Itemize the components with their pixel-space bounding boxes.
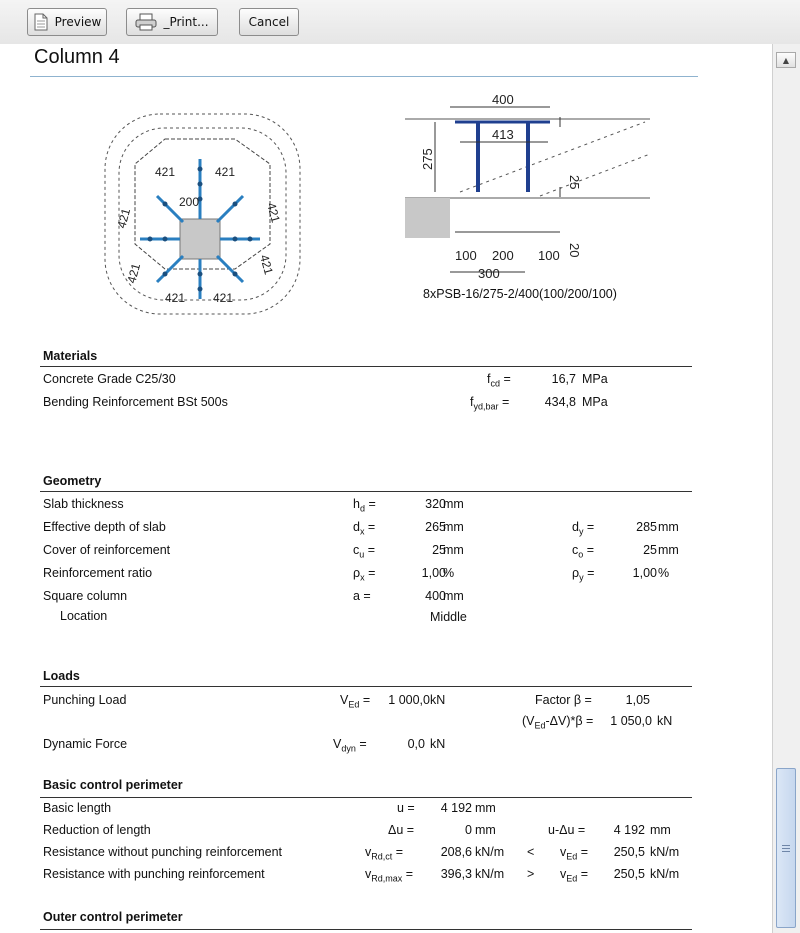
scroll-up-button[interactable] xyxy=(776,52,796,68)
plan-dim: 421 xyxy=(257,253,276,277)
row-symbol: u = xyxy=(397,801,415,815)
row-label: Basic length xyxy=(43,801,112,815)
row-symbol: a = xyxy=(353,589,371,603)
row-symbol-2: $\rho_y$ = xyxy=(572,566,595,583)
row-unit: kN/m xyxy=(475,867,505,881)
row-unit: mm xyxy=(475,801,496,815)
row-label: Reduction of length xyxy=(43,823,151,837)
dynamic-force-value: 0,0 xyxy=(407,737,425,751)
section-rule xyxy=(40,366,692,367)
row-value: 396,3 xyxy=(440,867,472,881)
factor-value: 1,05 xyxy=(625,693,650,707)
row-unit: mm xyxy=(443,520,464,534)
scrollbar-thumb[interactable] xyxy=(776,768,796,928)
row-symbol: $c_u$ = xyxy=(353,543,376,560)
toolbar xyxy=(0,0,800,45)
row-label: Concrete Grade C25/30 xyxy=(43,372,176,386)
row-symbol: Δu = xyxy=(388,823,415,837)
row-symbol: $f_{yd,bar}$ = xyxy=(470,395,510,412)
section-heading-perimeter: Basic control perimeter xyxy=(43,778,183,792)
cancel-button[interactable] xyxy=(239,8,299,36)
section-heading-geometry: Geometry xyxy=(43,474,102,488)
section-dim: 200 xyxy=(492,248,514,263)
column-section xyxy=(405,198,450,238)
row-symbol: $d_x$ = xyxy=(353,520,376,537)
row-value: 434,8 xyxy=(544,395,576,409)
row-label: Resistance with punching reinforcement xyxy=(43,867,265,881)
punching-plan-drawing xyxy=(95,104,310,324)
section-dim: 300 xyxy=(478,266,500,281)
row-symbol: $v_{Rd,max}$ = xyxy=(365,867,414,884)
row-label: Square column xyxy=(43,589,128,603)
cancel-label: Cancel xyxy=(248,15,290,29)
title-rule xyxy=(30,76,698,77)
report-document xyxy=(0,44,772,933)
row-label: Effective depth of slab xyxy=(43,520,166,534)
print-button[interactable] xyxy=(126,8,218,36)
row-unit-2: kN/m xyxy=(650,867,680,881)
section-dim: 100 xyxy=(538,248,560,263)
section-rule xyxy=(40,929,692,930)
section-heading-materials: Materials xyxy=(43,349,98,363)
row-value-2: 4 192 xyxy=(613,823,645,837)
row-label: Resistance without punching reinforcement xyxy=(43,845,283,859)
row-unit: % xyxy=(443,566,455,580)
row-unit-2: kN/m xyxy=(650,845,680,859)
dynamic-force-symbol: $V_{dyn}$ = xyxy=(333,737,367,754)
column-shape xyxy=(180,219,220,259)
row-value: 265 xyxy=(425,520,446,534)
punching-load-value: 1 000,0 xyxy=(388,693,430,707)
section-rule xyxy=(40,797,692,798)
row-symbol-2: u-Δu = xyxy=(548,823,586,837)
row-unit: mm xyxy=(443,543,464,557)
page-title: Column 4 xyxy=(34,46,120,68)
row-unit: mm xyxy=(443,589,464,603)
section-dim: 100 xyxy=(455,248,477,263)
row-value-2: 25 xyxy=(643,543,657,557)
row-value: 4 192 xyxy=(440,801,472,815)
row-value-2: 250,5 xyxy=(613,867,645,881)
section-dim: 20 xyxy=(567,243,582,258)
row-symbol: $f_{cd}$ = xyxy=(487,372,511,389)
row-symbol-2: $v_{Ed}$ = xyxy=(560,867,589,884)
section-dim: 400 xyxy=(492,92,514,107)
factor-label: Factor β = xyxy=(535,693,592,707)
section-dim: 413 xyxy=(492,127,514,142)
row-unit-2: mm xyxy=(650,823,671,837)
preview-button[interactable] xyxy=(27,8,107,36)
arrow-up-icon: ▲ xyxy=(782,55,790,65)
row-label: Bending Reinforcement BSt 500s xyxy=(43,395,228,409)
preview-label: Preview xyxy=(54,15,102,29)
row-label: Slab thickness xyxy=(43,497,124,511)
row-value-2: 285 xyxy=(636,520,657,534)
row-unit: mm xyxy=(475,823,496,837)
location-value: Middle xyxy=(430,610,467,624)
row-symbol: $h_d$ = xyxy=(353,497,376,514)
comparison-sign: > xyxy=(527,867,535,881)
punching-load-unit: kN xyxy=(430,693,446,707)
drawing-caption: 8xPSB-16/275-2/400(100/200/100) xyxy=(423,287,617,301)
punching-load-symbol: $V_{Ed}$ = xyxy=(340,693,371,710)
plan-dim: 200 xyxy=(179,195,200,209)
row-symbol-2: $d_y$ = xyxy=(572,520,595,537)
row-symbol: $\rho_x$ = xyxy=(353,566,376,583)
row-value: 1,00 xyxy=(421,566,446,580)
row-unit: MPa xyxy=(582,395,608,409)
row-value-2: 1,00 xyxy=(632,566,657,580)
section-heading-outer: Outer control perimeter xyxy=(43,910,183,924)
row-value-2: 250,5 xyxy=(613,845,645,859)
row-unit: MPa xyxy=(582,372,608,386)
plan-dim: 421 xyxy=(165,291,186,305)
section-rule xyxy=(40,686,692,687)
row-label: Cover of reinforcement xyxy=(43,543,171,557)
row-value: 0 xyxy=(465,823,472,837)
section-heading-loads: Loads xyxy=(43,669,80,683)
row-symbol-2: $v_{Ed}$ = xyxy=(560,845,589,862)
row-unit: mm xyxy=(443,497,464,511)
reduced-load-unit: kN xyxy=(657,714,673,728)
plan-dim: 421 xyxy=(215,165,236,179)
section-dim: 25 xyxy=(567,175,582,190)
row-label: Reinforcement ratio xyxy=(43,566,153,580)
plan-dim: 421 xyxy=(213,291,234,305)
comparison-sign: < xyxy=(527,845,535,859)
section-drawing xyxy=(400,92,660,297)
row-symbol: $v_{Rd,ct}$ = xyxy=(365,845,404,862)
row-value: 16,7 xyxy=(551,372,576,386)
plan-dim: 421 xyxy=(264,201,283,225)
row-value: 400 xyxy=(425,589,446,603)
dynamic-force-label: Dynamic Force xyxy=(43,737,128,751)
printer-icon xyxy=(135,13,157,31)
section-dim: 275 xyxy=(420,148,435,170)
row-symbol-2: $c_o$ = xyxy=(572,543,595,560)
row-value: 320 xyxy=(425,497,446,511)
location-label: Location xyxy=(60,609,108,623)
dynamic-force-unit: kN xyxy=(430,737,446,751)
plan-dim: 421 xyxy=(155,165,176,179)
row-value: 25 xyxy=(432,543,446,557)
row-unit-2: % xyxy=(658,566,670,580)
plan-dim: 421 xyxy=(114,206,134,230)
row-unit-2: mm xyxy=(658,520,679,534)
vertical-scrollbar[interactable] xyxy=(772,44,800,933)
document-icon xyxy=(33,13,49,31)
reduced-load-value: 1 050,0 xyxy=(610,714,652,728)
plan-dim: 421 xyxy=(124,261,144,285)
punching-load-label: Punching Load xyxy=(43,693,127,707)
print-label: _Print... xyxy=(163,15,209,29)
row-unit: kN/m xyxy=(475,845,505,859)
row-value: 208,6 xyxy=(440,845,472,859)
section-rule xyxy=(40,491,692,492)
reduced-load-label: $(V_{Ed}-\Delta V)*\beta$ = xyxy=(522,714,594,731)
row-unit-2: mm xyxy=(658,543,679,557)
